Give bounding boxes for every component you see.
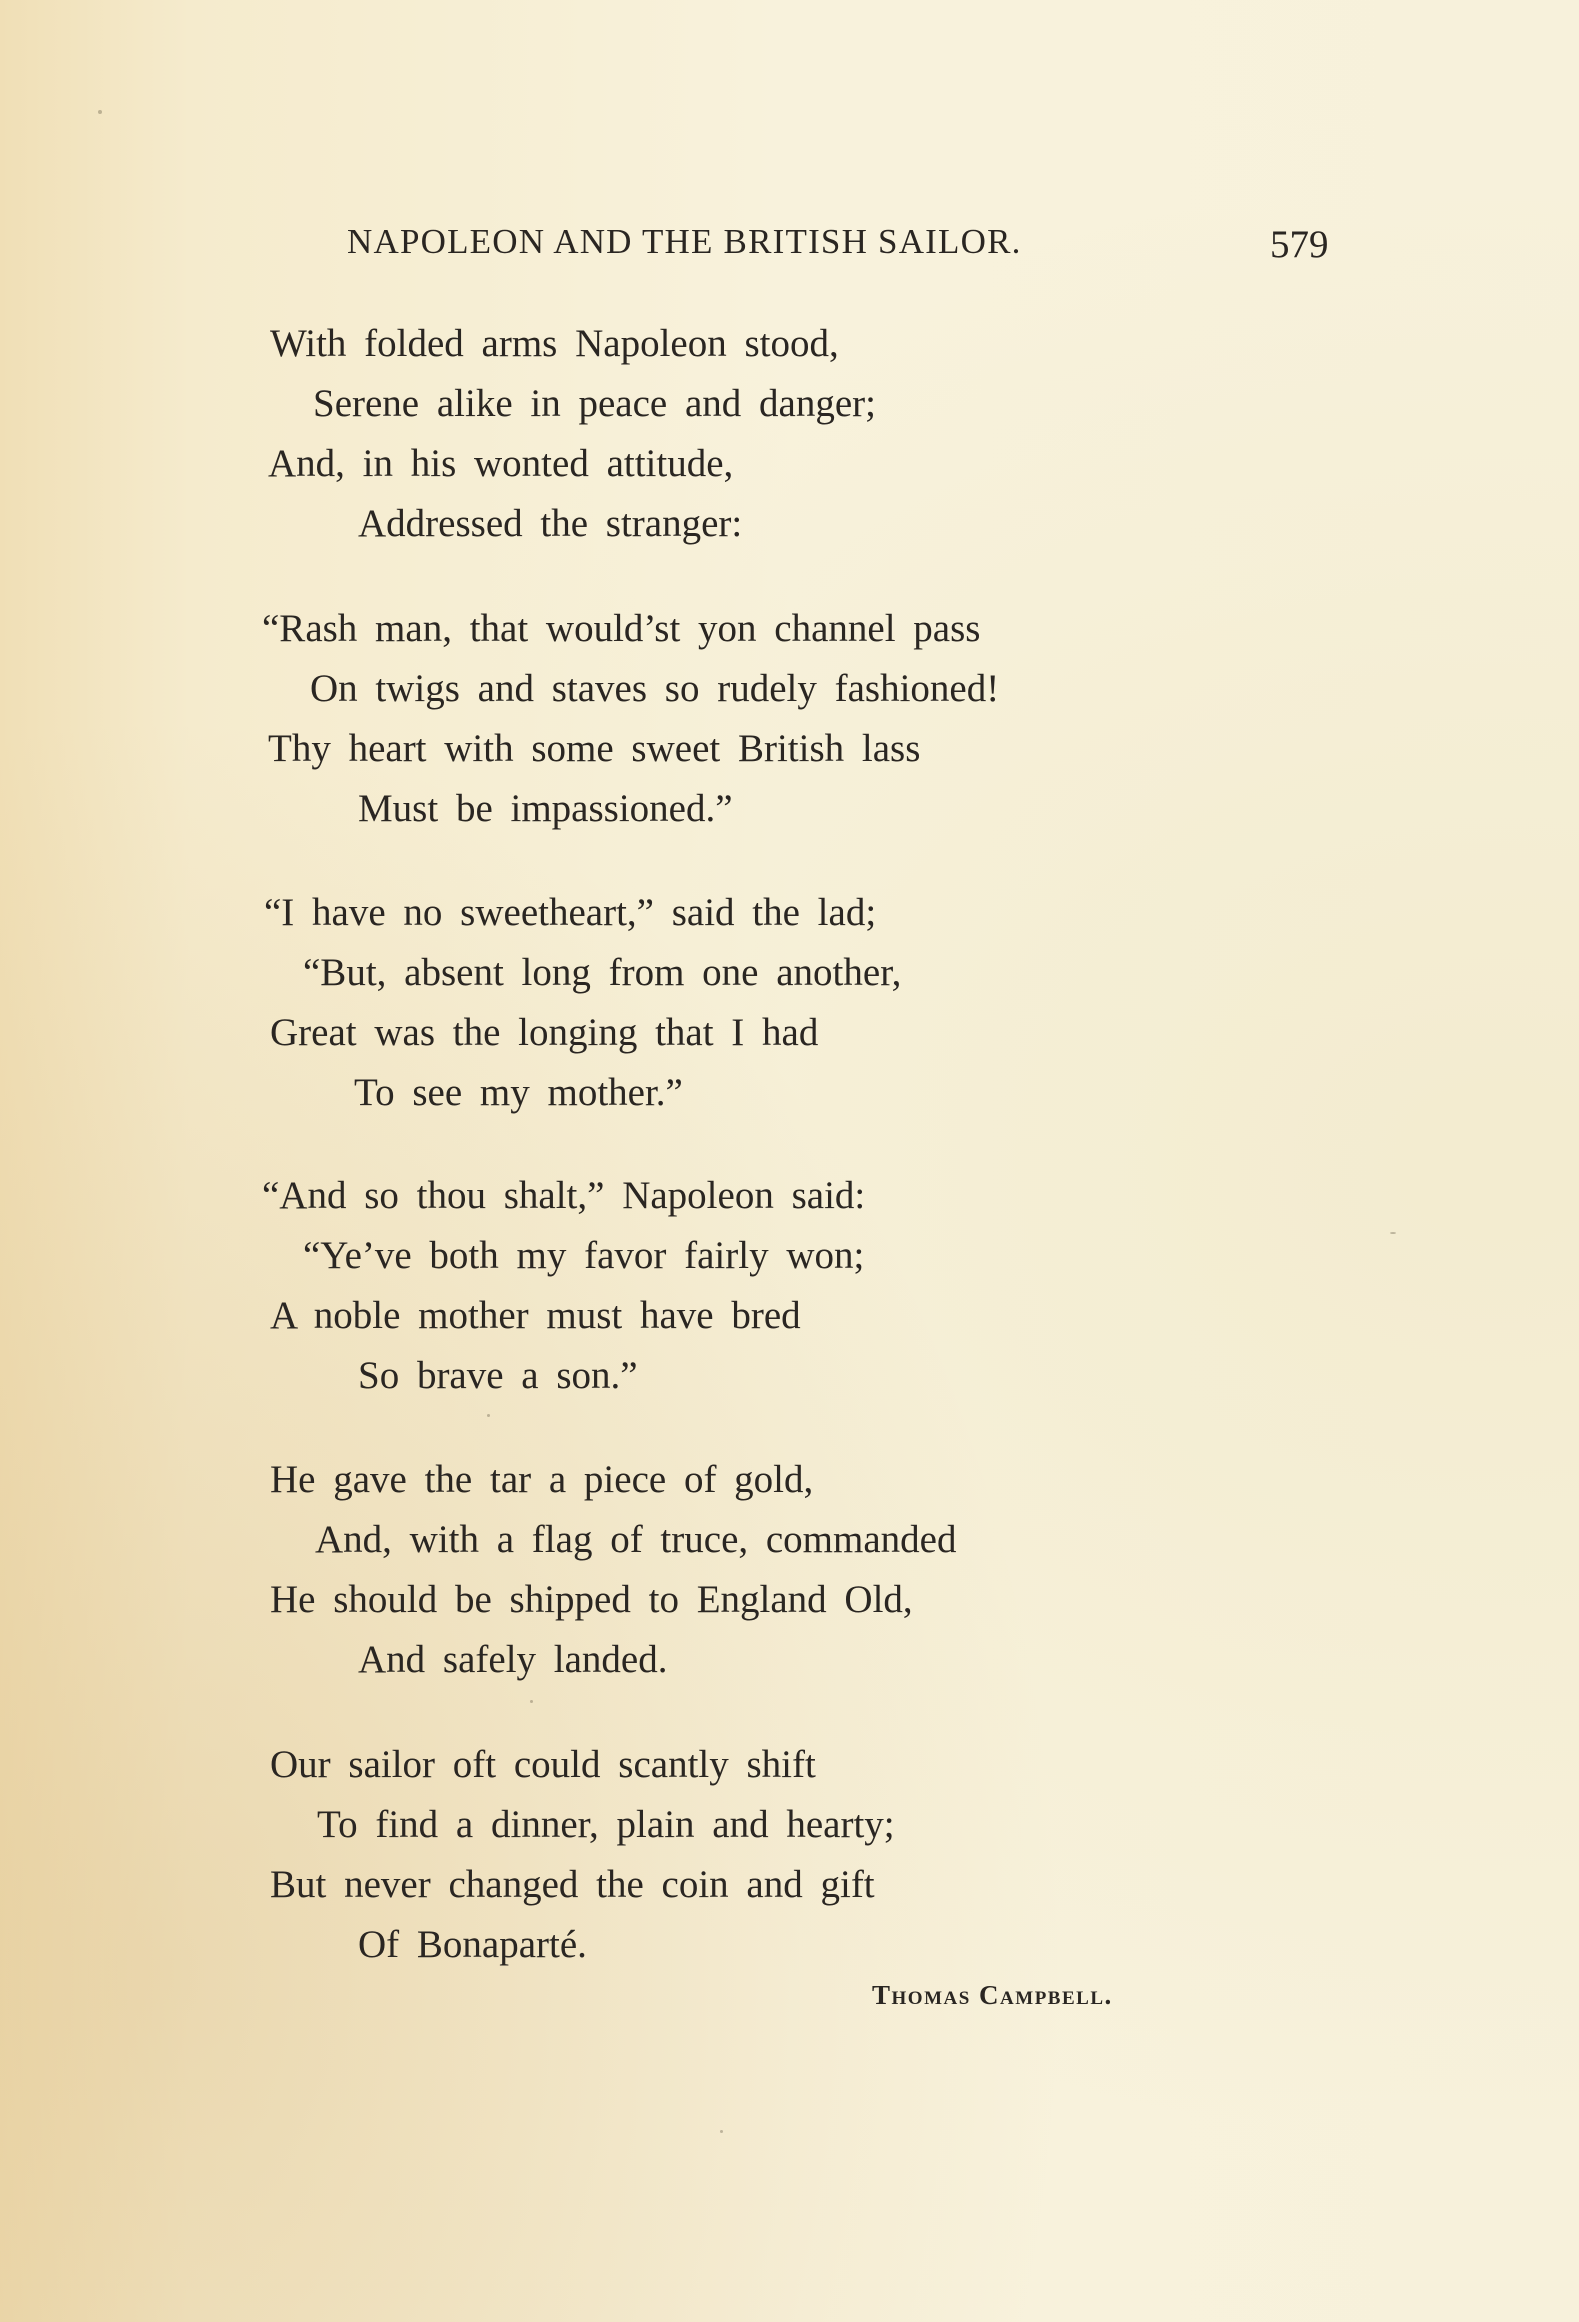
paper-speck [530, 1700, 533, 1703]
paper-speck [487, 1414, 490, 1417]
poem-line: “Rash man, that would’st yon channel pass [262, 607, 981, 650]
poem-line: So brave a son.” [358, 1354, 638, 1397]
poem-line: Serene alike in peace and danger; [313, 382, 876, 425]
poem-line: Our sailor oft could scantly shift [270, 1743, 816, 1786]
poem-line: Of Bonaparté. [358, 1923, 587, 1966]
poem-line: Thy heart with some sweet British lass [268, 727, 921, 770]
poem-line: “Ye’ve both my favor fairly won; [303, 1234, 865, 1277]
paper-speck [720, 2130, 723, 2133]
poem-line: With folded arms Napoleon stood, [270, 322, 839, 365]
poem-line: And safely landed. [358, 1638, 668, 1681]
poem-line: “But, absent long from one another, [303, 951, 902, 994]
poem-line: And, with a flag of truce, commanded [315, 1518, 957, 1561]
poem-line: To see my mother.” [354, 1071, 683, 1114]
poem-line: On twigs and staves so rudely fashioned! [310, 667, 1000, 710]
poem-line: Addressed the stranger: [358, 502, 743, 545]
poem-line: A noble mother must have bred [270, 1294, 801, 1337]
poem-line: “I have no sweetheart,” said the lad; [264, 891, 877, 934]
poem-line: Must be impassioned.” [358, 787, 733, 830]
poem-line: He should be shipped to England Old, [270, 1578, 913, 1621]
attribution: Thomas Campbell. [872, 1980, 1113, 2010]
running-title: NAPOLEON AND THE BRITISH SAILOR. [347, 222, 1022, 261]
poem-line: And, in his wonted attitude, [268, 442, 734, 485]
poem-line: He gave the tar a piece of gold, [270, 1458, 814, 1501]
poem-line: But never changed the coin and gift [270, 1863, 875, 1906]
paper-speck [98, 110, 102, 114]
poem-line: To find a dinner, plain and hearty; [317, 1803, 895, 1846]
poem-line: “And so thou shalt,” Napoleon said: [262, 1174, 866, 1217]
page-number: 579 [1270, 223, 1329, 266]
paper-speck [1390, 1232, 1396, 1234]
poem-line: Great was the longing that I had [270, 1011, 819, 1054]
